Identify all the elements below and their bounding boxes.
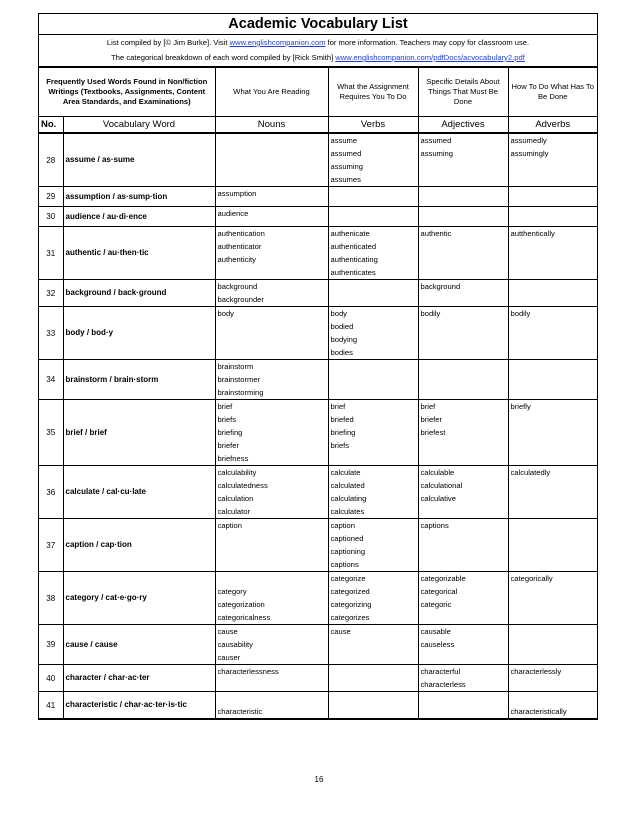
table-row [39, 665, 597, 692]
adverbs-cell [508, 227, 597, 280]
table-row [39, 466, 597, 519]
nouns-cell [215, 227, 328, 280]
table-row [39, 519, 597, 572]
nouns-cell [215, 187, 328, 207]
verb-form: assumed [330, 149, 362, 158]
englishcompanion-link[interactable]: www.englishcompanion.com [229, 38, 326, 47]
vocabulary-word: assumption / as·sump·tion [63, 187, 215, 207]
row-number: 38 [39, 572, 63, 625]
verbs-cell [328, 133, 418, 187]
nouns-cell [215, 519, 328, 572]
adjective-form: calculative [420, 494, 456, 503]
column-label-nouns: Nouns [215, 117, 328, 134]
adjective-form: briefer [420, 415, 443, 424]
adjectives-cell [418, 692, 508, 719]
vocabulary-word: body / bod·y [63, 307, 215, 360]
adverbs-cell [508, 572, 597, 625]
nouns-cell [215, 360, 328, 400]
noun-form: categorization [217, 600, 265, 609]
noun-form: calculatedness [217, 481, 268, 490]
vocabulary-word: character / char·ac·ter [63, 665, 215, 692]
adverb-form [511, 692, 598, 705]
nouns-cell [215, 207, 328, 227]
noun-form: calculation [217, 494, 254, 503]
row-number: 34 [39, 360, 63, 400]
verbs-cell [328, 187, 418, 207]
adjectives-cell [418, 307, 508, 360]
noun-form: audience [217, 209, 249, 218]
adjectives-cell [418, 227, 508, 280]
adjective-form: assuming [420, 149, 453, 158]
noun-form: assumption [217, 189, 257, 198]
header-specific-details: Specific Details About Things That Must Be Done [418, 68, 508, 117]
verbs-cell [328, 572, 418, 625]
verb-form: briefed [330, 415, 354, 424]
noun-form: category [217, 587, 247, 596]
vocabulary-word: assume / as·sume [63, 133, 215, 187]
verb-form: bodied [330, 322, 354, 331]
adjectives-cell [418, 360, 508, 400]
adjectives-cell [418, 400, 508, 466]
vocabulary-word: cause / cause [63, 625, 215, 665]
row-number: 41 [39, 692, 63, 719]
credit-line-2 [39, 51, 597, 67]
noun-form [218, 572, 328, 585]
noun-form: characterlessness [217, 667, 279, 676]
category-header-row [39, 68, 597, 117]
nouns-cell [215, 307, 328, 360]
noun-form: backgrounder [217, 295, 264, 304]
adjective-form: categoric [420, 600, 452, 609]
noun-form: characteristic [217, 707, 263, 716]
table-row [39, 133, 597, 187]
column-label-row [39, 117, 597, 134]
adjective-form: background [420, 282, 461, 291]
adverbs-cell [508, 400, 597, 466]
vocabulary-word: brainstorm / brain·storm [63, 360, 215, 400]
vocabulary-word: background / back·ground [63, 280, 215, 307]
adjective-form: captions [420, 521, 449, 530]
adjective-form: categorical [420, 587, 458, 596]
adverb-form: characterlessly [510, 667, 562, 676]
adjective-form: characterful [420, 667, 461, 676]
adjective-form: brief [420, 402, 436, 411]
table-row [39, 692, 597, 719]
row-number: 31 [39, 227, 63, 280]
table-row [39, 307, 597, 360]
vocabulary-word: authentic / au·then·tic [63, 227, 215, 280]
adverbs-cell [508, 466, 597, 519]
adverbs-cell [508, 280, 597, 307]
noun-form: briefs [217, 415, 237, 424]
adjective-form: authentic [420, 229, 452, 238]
verb-form: assuming [330, 162, 363, 171]
row-number: 35 [39, 400, 63, 466]
adjective-form: categorizable [420, 574, 466, 583]
noun-form: authenticity [217, 255, 256, 264]
noun-form: cause [217, 627, 238, 636]
page-title: Academic Vocabulary List [39, 14, 597, 35]
verbs-cell [328, 227, 418, 280]
row-number: 39 [39, 625, 63, 665]
nouns-cell [215, 400, 328, 466]
adjectives-cell [418, 466, 508, 519]
noun-form: briefer [217, 441, 240, 450]
adverb-form: characteristically [510, 707, 567, 716]
adjectives-cell [418, 133, 508, 187]
verbs-cell [328, 625, 418, 665]
noun-form: calculator [217, 507, 250, 516]
adverb-form: assumingly [510, 149, 549, 158]
vocabulary-word: calculate / cal·cu·late [63, 466, 215, 519]
verbs-cell [328, 307, 418, 360]
verbs-cell [328, 665, 418, 692]
adverbs-cell [508, 665, 597, 692]
noun-form: brainstorm [217, 362, 254, 371]
row-number: 40 [39, 665, 63, 692]
adjective-form: causeless [420, 640, 455, 649]
verb-form: briefs [330, 441, 350, 450]
header-what-you-are-reading: What You Are Reading [215, 68, 328, 117]
noun-form: authentication [217, 229, 265, 238]
table-row [39, 207, 597, 227]
table-row [39, 360, 597, 400]
verb-form: captions [330, 560, 359, 569]
nouns-cell [215, 466, 328, 519]
verb-form: briefing [330, 428, 356, 437]
adjective-form: briefest [420, 428, 446, 437]
table-row [39, 572, 597, 625]
verbs-cell [328, 360, 418, 400]
vocabulary-sheet [38, 13, 598, 720]
table-row [39, 625, 597, 665]
adverbs-cell [508, 625, 597, 665]
verbs-cell [328, 466, 418, 519]
row-number: 32 [39, 280, 63, 307]
adjectives-cell [418, 665, 508, 692]
verb-form: authenticates [330, 268, 376, 277]
adjectives-cell [418, 207, 508, 227]
verb-form: body [330, 309, 347, 318]
verb-form: bodies [330, 348, 353, 357]
adverb-form: categorically [510, 574, 553, 583]
nouns-cell [215, 665, 328, 692]
nouns-cell [215, 572, 328, 625]
vocabulary-word: brief / brief [63, 400, 215, 466]
adverb-form: briefly [510, 402, 531, 411]
adjectives-cell [418, 280, 508, 307]
adjectives-cell [418, 572, 508, 625]
noun-form: causability [217, 640, 253, 649]
row-number: 29 [39, 187, 63, 207]
adjectives-cell [418, 187, 508, 207]
verb-form: calculating [330, 494, 367, 503]
credit-2-text: The categorical breakdown of each word compiled by [Rick Smith] [111, 53, 336, 62]
table-row [39, 187, 597, 207]
table-row [39, 280, 597, 307]
adjective-form: bodily [420, 309, 441, 318]
adverbs-cell [508, 360, 597, 400]
verb-form: captioned [330, 534, 364, 543]
adjective-form: characterless [420, 680, 466, 689]
nouns-cell [215, 280, 328, 307]
verb-form: caption [330, 521, 355, 530]
vocabulary-word: category / cat·e·go·ry [63, 572, 215, 625]
table-row [39, 227, 597, 280]
header-how-to-do: How To Do What Has To Be Done [508, 68, 597, 117]
row-number: 37 [39, 519, 63, 572]
header-frequently-used-words: Frequently Used Words Found in Non/fiction Writings (Textbooks, Assignments, Content Area Standards, and Examinations) [39, 68, 215, 117]
adjectives-cell [418, 625, 508, 665]
adverb-form: calculatedly [510, 468, 551, 477]
vocabulary-word: audience / au·di·ence [63, 207, 215, 227]
noun-form: brainstormer [217, 375, 261, 384]
adverb-form: bodily [510, 309, 531, 318]
verb-form: authenicate [330, 229, 370, 238]
verbs-cell [328, 207, 418, 227]
verbs-cell [328, 280, 418, 307]
adjective-form: causable [420, 627, 451, 636]
noun-form [218, 692, 328, 705]
adverbs-cell [508, 133, 597, 187]
column-label-adverbs: Adverbs [508, 117, 597, 134]
column-label-adjectives: Adjectives [418, 117, 508, 134]
page-number: 16 [314, 775, 324, 784]
header-assignment-requires: What the Assignment Requires You To Do [328, 68, 418, 117]
noun-form: authenticator [217, 242, 262, 251]
noun-form: background [217, 282, 258, 291]
verb-form: bodying [330, 335, 358, 344]
adjective-form: assumed [420, 136, 452, 145]
row-number: 30 [39, 207, 63, 227]
vocabulary-table [39, 67, 597, 719]
vocabulary-word: characteristic / char·ac·ter·is·tic [63, 692, 215, 719]
column-label-vocabulary-word: Vocabulary Word [63, 117, 215, 134]
noun-form: brainstorming [217, 388, 264, 397]
verb-form: calculates [330, 507, 365, 516]
noun-form: briefness [217, 454, 249, 463]
verb-form: categorize [330, 574, 366, 583]
adverb-form: autthentically [510, 229, 555, 238]
verb-form: cause [330, 627, 351, 636]
adverbs-cell [508, 307, 597, 360]
nouns-cell [215, 133, 328, 187]
verbs-cell [328, 400, 418, 466]
verb-form: brief [330, 402, 346, 411]
adverbs-cell [508, 692, 597, 719]
noun-form: brief [217, 402, 233, 411]
vocabulary-word: caption / cap·tion [63, 519, 215, 572]
verb-form: categorizing [330, 600, 372, 609]
adverbs-cell [508, 187, 597, 207]
noun-form: caption [217, 521, 242, 530]
row-number: 28 [39, 133, 63, 187]
adjectives-cell [418, 519, 508, 572]
verb-form: authenticating [330, 255, 378, 264]
adverbs-cell [508, 207, 597, 227]
credit-1-text-end: for more information. Teachers may copy for classroom use. [325, 38, 530, 47]
verb-form: assume [330, 136, 358, 145]
adjective-form: calculational [420, 481, 463, 490]
adverbs-cell [508, 519, 597, 572]
row-number: 36 [39, 466, 63, 519]
row-number: 33 [39, 307, 63, 360]
noun-form: body [217, 309, 234, 318]
verb-form: calculate [330, 468, 361, 477]
verbs-cell [328, 519, 418, 572]
adverb-form: assumedly [510, 136, 547, 145]
noun-form: causer [217, 653, 241, 662]
table-row [39, 400, 597, 466]
verb-form: captioning [330, 547, 366, 556]
verb-form: authenticated [330, 242, 377, 251]
verb-form: categorizes [330, 613, 370, 622]
verb-form: assumes [330, 175, 361, 184]
noun-form: briefing [217, 428, 243, 437]
noun-form: categoricalness [217, 613, 271, 622]
nouns-cell [215, 692, 328, 719]
noun-form: calculability [217, 468, 257, 477]
verbs-cell [328, 692, 418, 719]
acvocabulary-pdf-link[interactable]: www.englishcompanion.com/pdfDocs/acvocabulary2.pdf [335, 53, 525, 62]
credit-line-1 [39, 35, 597, 51]
credit-1-text: List compiled by [© Jim Burke]. Visit [106, 38, 230, 47]
column-label-verbs: Verbs [328, 117, 418, 134]
verb-form: calculated [330, 481, 365, 490]
nouns-cell [215, 625, 328, 665]
column-label-no: No. [39, 117, 63, 134]
adjective-form: calculable [420, 468, 455, 477]
verb-form: categorized [330, 587, 370, 596]
